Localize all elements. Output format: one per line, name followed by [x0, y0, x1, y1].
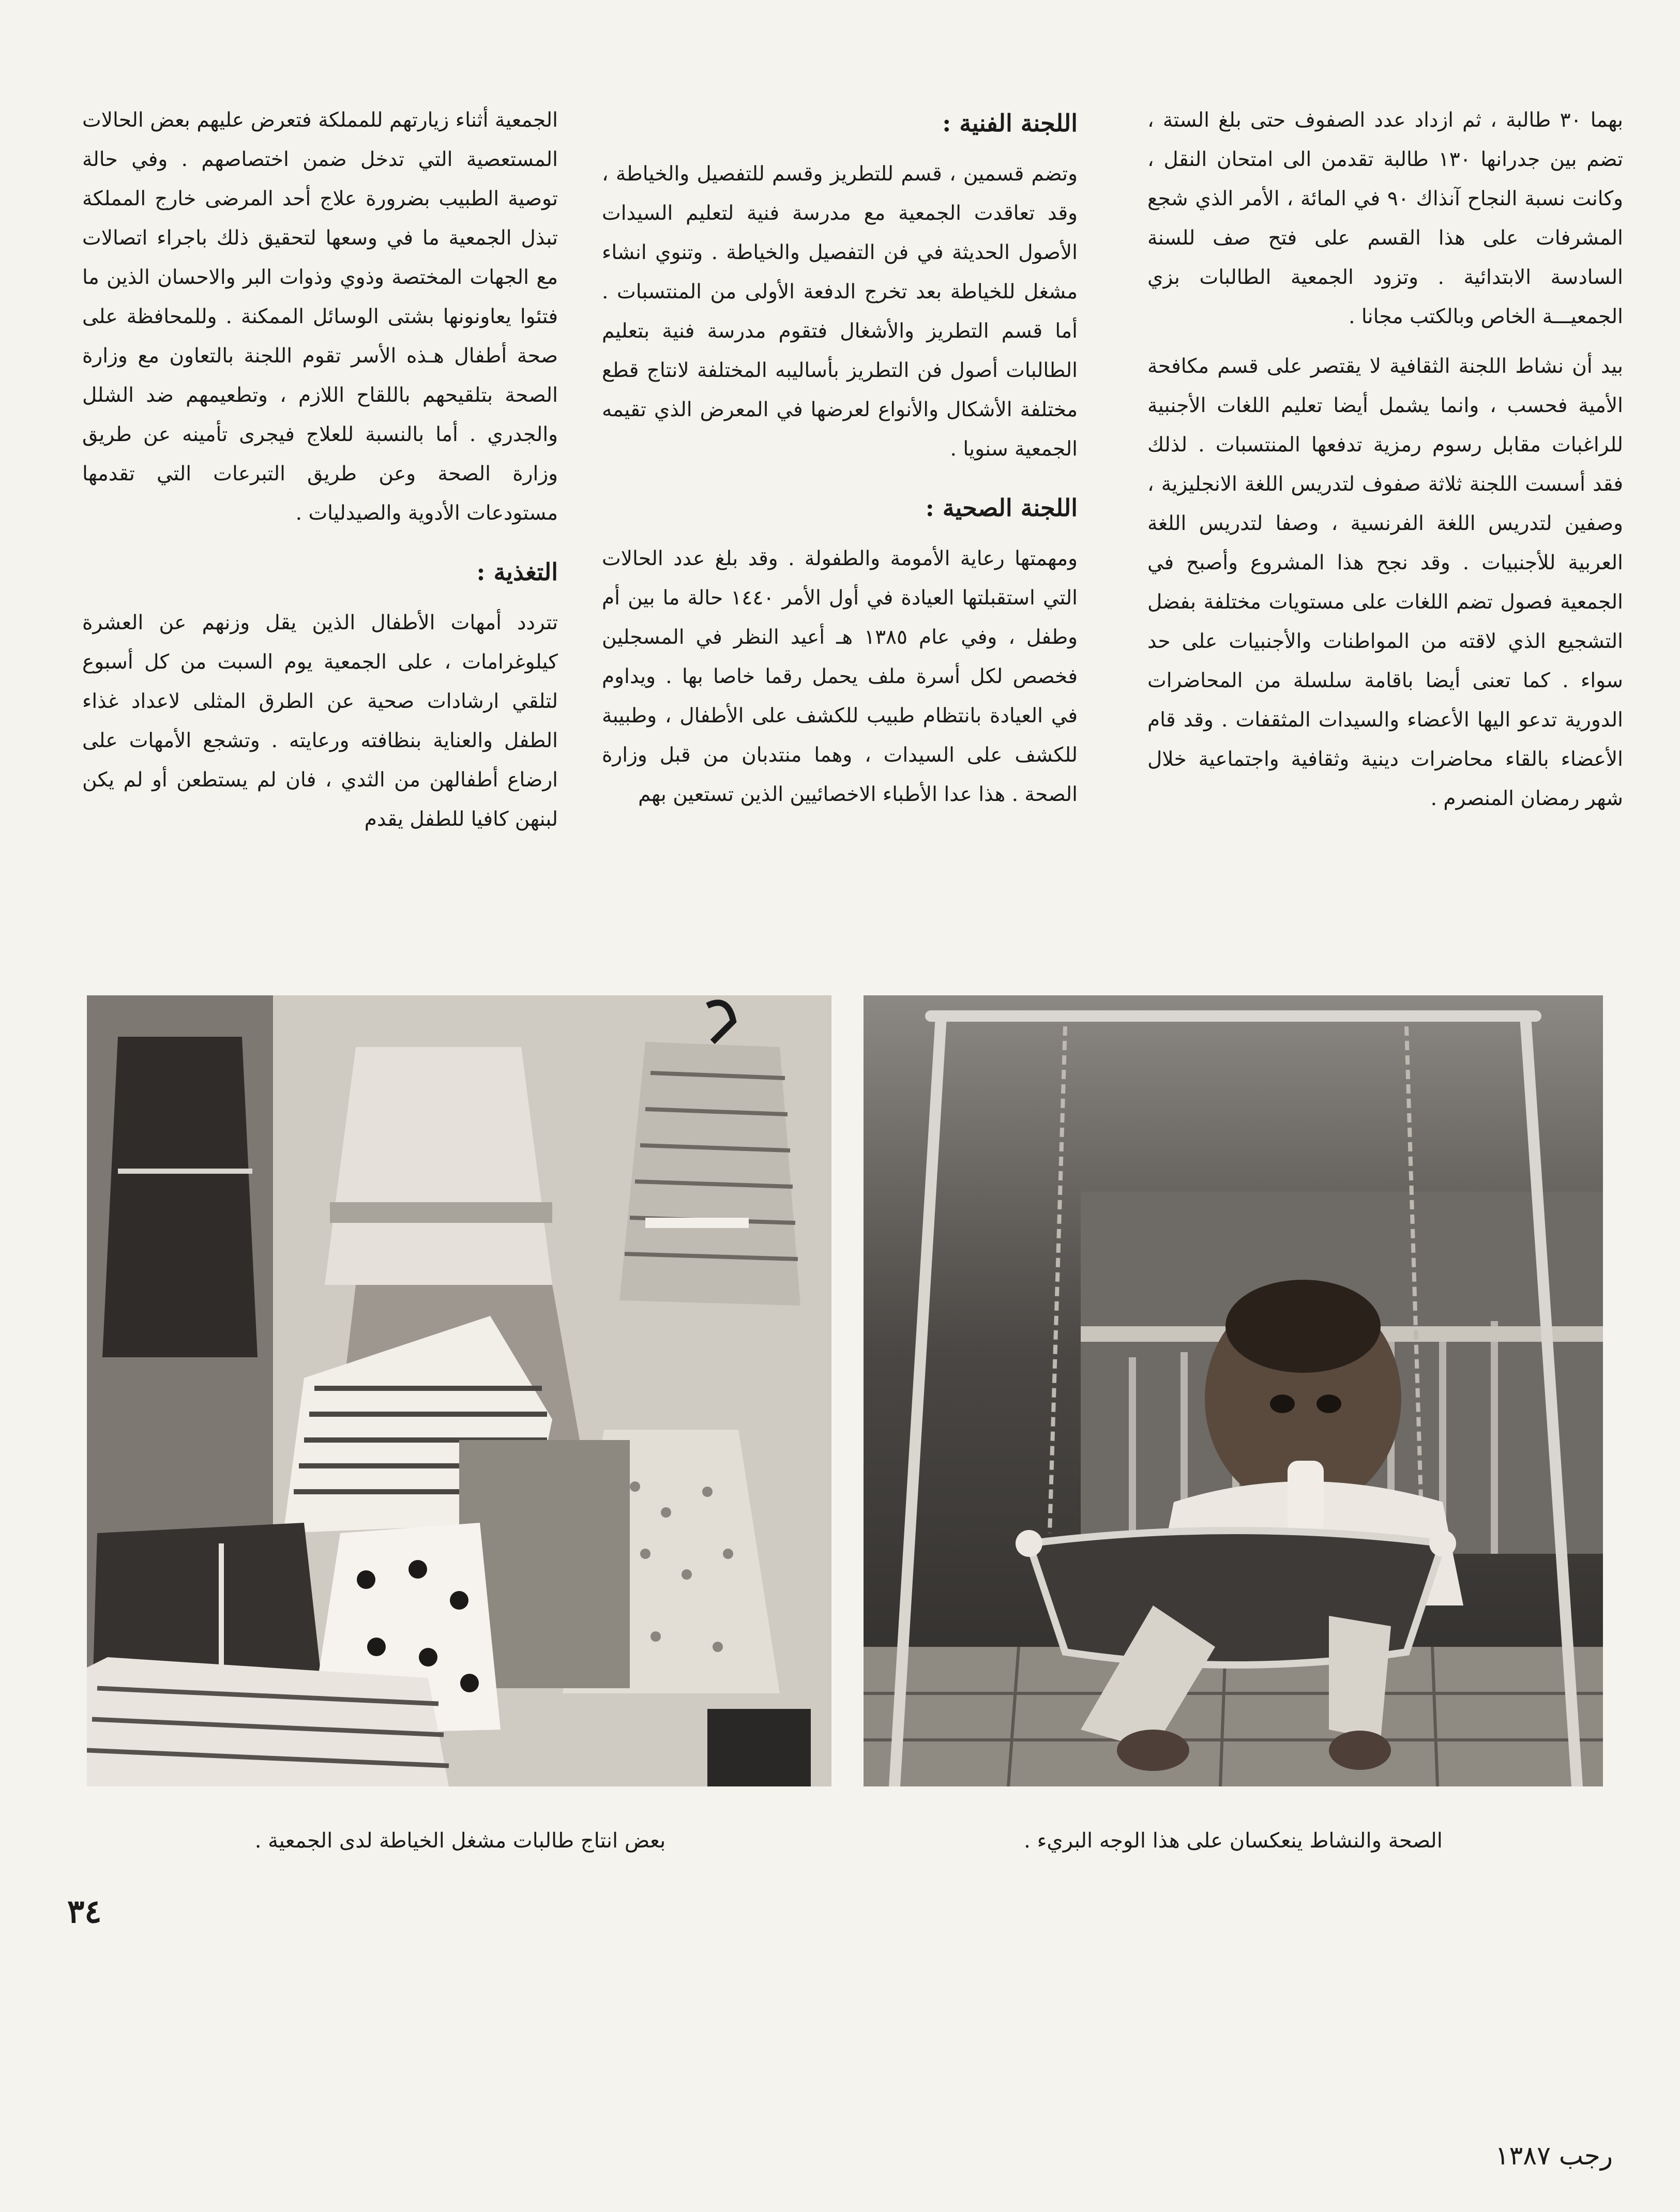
- text-column-left: [82, 101, 558, 866]
- paragraph: وتضم قسمين ، قسم للتطريز وقسم للتفصيل والخياطة ، وقد تعاقدت الجمعية مع مدرسة فنية لتعليم السيدات الأصول الحديثة في فن التفصيل والخياطة . وتنوي انشاء مشغل للخياطة بعد تخرج الدفعة الأولى من المنتسبات . أما قسم التطريز والأشغال فتقوم مدرسة فنية بتعليم الطالبات أصول فن التطريز بأساليبه المختلفة لانتاج قطع مختلفة الأشكال والأنواع لعرضها في المعرض الذي تقيمه الجمعية سنويا .: [602, 162, 1078, 461]
- photo-caption-right: الصحة والنشاط ينعكسان على هذا الوجه البريء .: [1024, 1829, 1443, 1853]
- baby-swing-image: [864, 995, 1603, 1786]
- section-heading: اللجنة الصحية :: [925, 494, 1078, 522]
- paragraph: ومهمتها رعاية الأمومة والطفولة . وقد بلغ عدد الحالات التي استقبلتها العيادة في أول الأمر ١٤٤٠ حالة ما بين أم وطفل ، وفي عام ١٣٨٥ هـ أعيد النظر في المسجلين فخصص لكل أسرة ملف يحمل رقما خاصا بها . ويداوم في العيادة بانتظام طبيب للكشف على الأطفال ، وطبيبة للكشف على السيدات ، وهما منتدبان من قبل وزارة الصحة . هذا عدا الأطباء الاخصائيين الذين تستعين بهم: [602, 547, 1078, 806]
- text-column-right: [1147, 101, 1623, 866]
- photo-sewing-products: [87, 995, 831, 1786]
- section-heading: التغذية :: [476, 558, 558, 586]
- sewn-garments-image: [87, 995, 831, 1786]
- paragraph: بيد أن نشاط اللجنة الثقافية لا يقتصر على قسم مكافحة الأمية فحسب ، وانما يشمل أيضا تعليم اللغات الأجنبية للراغبات مقابل رسوم رمزية تدفعها المنتسبات . لذلك فقد أسست اللجنة ثلاثة صفوف لتدريس اللغة الانجليزية ، وصفين لتدريس اللغة الفرنسية ، وصفا لتدريس اللغة العربية للأجنبيات . وقد نجح هذا المشروع وأصبح في الجمعية فصول تضم اللغات على مستويات مختلفة بفضل التشجيع الذي لاقته من المواطنات والأجنبيات على حد سواء . كما تعنى أيضا باقامة سلسلة من المحاضرات الدورية تدعو اليها الأعضاء والسيدات المثقفات . وقد قام الأعضاء بالقاء محاضرات دينية وثقافية واجتماعية خلال شهر رمضان المنصرم .: [1147, 355, 1623, 810]
- photo-baby-swing: [864, 995, 1603, 1786]
- page-number: ٣٤: [67, 1892, 102, 1930]
- issue-date: رجب ١٣٨٧: [1495, 2141, 1613, 2171]
- paragraph: الجمعية أثناء زيارتهم للمملكة فتعرض عليهم بعض الحالات المستعصية التي تدخل ضمن اختصاصهم . وفي حالة توصية الطبيب بضرورة علاج أحد المرضى خارج المملكة تبذل الجمعية ما في وسعها لتحقيق ذلك باجراء اتصالات مع الجهات المختصة وذوي وذوات البر والاحسان الذين ما فتئوا يعاونونها بشتى الوسائل الممكنة . وللمحافظة على صحة أطفال هـذه الأسر تقوم اللجنة بالتعاون مع وزارة الصحة بتلقيحهم باللقاح اللازم ، وتطعيمهم ضد الشلل والجدري . أما بالنسبة للعلاج فيجرى تأمينه عن طريق وزارة الصحة وعن طريق التبرعات التي تقدمها مستودعات الأدوية والصيدليات .: [82, 109, 558, 525]
- paragraph: بهما ٣٠ طالبة ، ثم ازداد عدد الصفوف حتى بلغ الستة ، تضم بين جدرانها ١٣٠ طالبة تقدمن الى امتحان النقل ، وكانت نسبة النجاح آنذاك ٩٠ في المائة ، الأمر الذي شجع المشرفات على هذا القسم على فتح صف للسنة السادسة الابتدائية . وتزود الجمعية الطالبات بزي الجمعيـــة الخاص وبالكتب مجانا .: [1147, 109, 1623, 328]
- section-heading: اللجنة الفنية :: [942, 109, 1078, 137]
- photo-caption-left: بعض انتاج طالبات مشغل الخياطة لدى الجمعية .: [254, 1829, 666, 1853]
- paragraph: تتردد أمهات الأطفال الذين يقل وزنهم عن العشرة كيلوغرامات ، على الجمعية يوم السبت من كل أسبوع لتلقي ارشادات صحية عن الطرق المثلى لاعداد غذاء الطفل والعناية بنظافته ورعايته . وتشجع الأمهات على ارضاع أطفالهن من الثدي ، فان لم يستطعن أو لم يكن لبنهن كافيا للطفل يقدم: [82, 611, 558, 831]
- text-column-middle: [602, 101, 1078, 866]
